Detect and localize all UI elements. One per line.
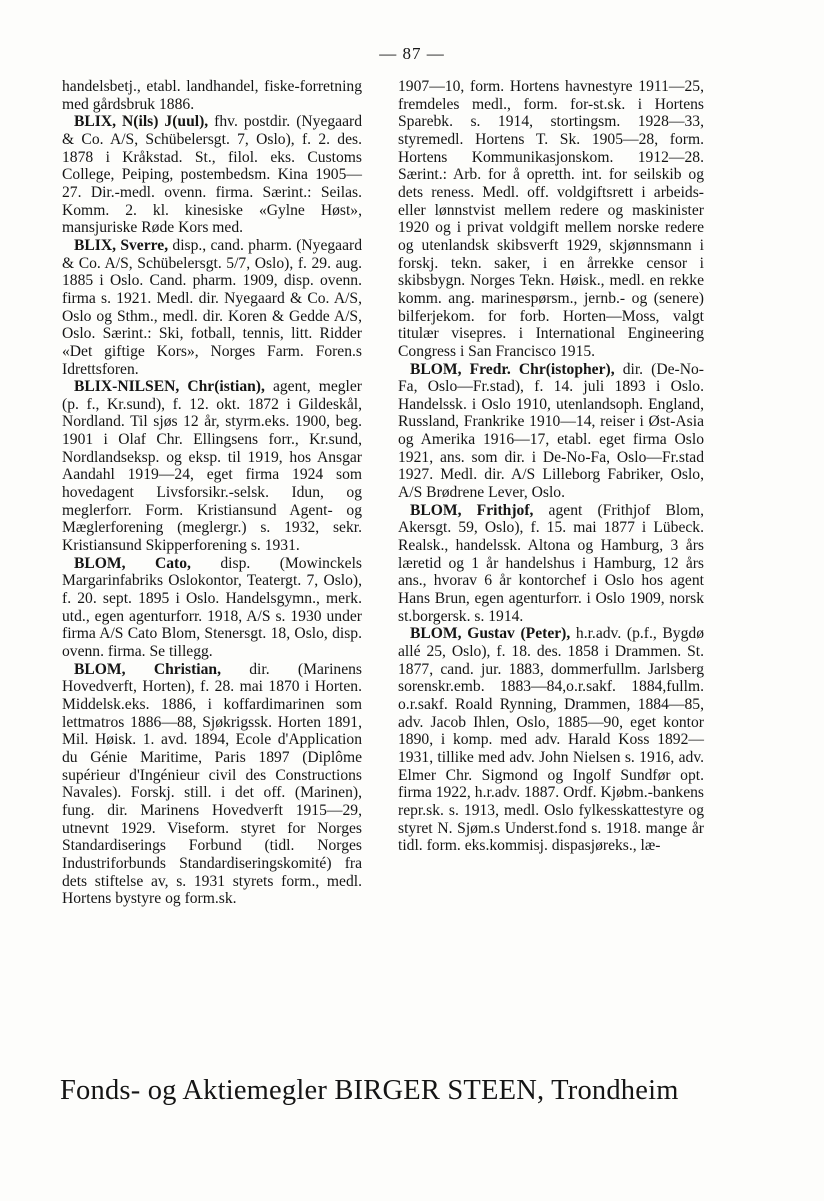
entry-text: handelsbetj., etabl. landhandel, fiske-forretning med gårdsbruk 1886. (62, 78, 362, 113)
entry-text: agent (Frithjof Blom, Akersgt. 59, Oslo), f. 15. mai 1877 i Lübeck. Realsk., handelssk. Altona og Hamburg, 3 års læretid og 1 år handelshus i Hamburg, 12 års ans., hvorav 6 år kontorchef i Oslo hos agent Hans Brun, egen agenturforr. i Oslo 1909, norsk st.borgersk. s. 1914. (398, 501, 705, 625)
entry-continuation (398, 78, 704, 361)
entry-blom-gustav (398, 625, 704, 855)
entry-blom-christian (62, 661, 362, 908)
entry-heading: BLOM, Gustav (Peter), (410, 625, 571, 643)
entry-text: dir. (De-No-Fa, Oslo—Fr.stad), f. 14. juli 1893 i Oslo. Handelssk. i Oslo 1910, utenlandsoph. England, Russland, Frankrike 1910—14, reiser i Øst-Asia og Amerika 1916—17, etabl. eget firma Oslo 1921, ans. som dir. i De-No-Fa, Oslo—Fr.stad 1927. Medl. dir. A/S Lilleborg Fabriker, Oslo, A/S Brødrene Lever, Oslo. (398, 360, 704, 502)
right-column (398, 78, 704, 855)
entry-text: agent, megler (p. f., Kr.sund), f. 12. okt. 1872 i Gildeskål, Nordland. Til sjøs 12 år, styrm.eks. 1900, beg. 1901 i Olaf Chr. Ellingsens forr., Kr.sund, Nordlandseksp. og eksp. til 1919, hos Ansgar Aandahl 1919—24, eget firma 1924 som hovedagent Livsforsikr.-selsk. Idun, og meglerforr. Form. Kristiansund Agent- og Mæglerforening (meglergr.) s. 1932, sekr. Kristiansund Skipperforening s. 1931. (62, 378, 362, 555)
entry-blix-nilsen (62, 378, 362, 555)
entry-text: 1907—10, form. Hortens havnestyre 1911—25, fremdeles medl., form. for-st.sk. i Hortens Sparebk. s. 1914, stortingsm. 1928—33, styremedl. Hortens T. Sk. 1905—28, form. Hortens Kommunikasjonskom. 1912—28. Særint.: Arb. for å opretth. int. for seilskib og dets reness. Medl. off. voldgiftsrett i arbeids- eller lønnstvist mellem redere og maskinister 1920 og i privat voldgift mellem norske redere og utenlandsk skibsverft 1929, skjønnsmann i forskj. tekn. saker, i en årrekke censor i skibsbygn. Norges Tekn. Høisk., medl. en rekke komm. ang. marinespørsm., jernb.- og (senere) bilferjekom. for forb. Horten—Moss, valgt titulær visepres. i International Engineering Congress i San Francisco 1915. (398, 78, 704, 360)
left-column (62, 78, 362, 908)
entry-heading: BLOM, Christian, (74, 660, 221, 678)
entry-heading: BLOM, Frithjof, (410, 501, 534, 519)
entry-text: disp., cand. pharm. (Nyegaard & Co. A/S, Schübelersgt. 5/7, Oslo), f. 29. aug. 1885 i Oslo. Cand. pharm. 1909, disp. ovenn. firma s. 1921. Medl. dir. Nyegaard & Co. A/S, Oslo og Sthm., medl. dir. Koren & Gedde A/S, Oslo. Særint.: Ski, fotball, tennis, litt. Ridder «Det giftige Kors», Norges Farm. Foren.s Idrettsforen. (62, 236, 362, 378)
entry-text: fhv. postdir. (Nyegaard & Co. A/S, Schübelersgt. 7, Oslo), f. 2. des. 1878 i Kråkstad. St., filol. eks. Customs College, Peiping, postembedsm. Kina 1905—27. Dir.-medl. ovenn. firma. Særint.: Seilas. Komm. 2. kl. kinesiske «Gylne Høst», mansjuriske Røde Kors med. (62, 113, 362, 237)
entry-heading: BLOM, Fredr. Chr(istopher), (410, 360, 615, 378)
entry-heading: BLIX, Sverre, (74, 236, 169, 254)
page-number: — 87 — (379, 44, 445, 63)
entry-text: dir. (Marinens Hovedverft, Horten), f. 28. mai 1870 i Horten. Middelsk.eks. 1886, i koffardimarinen som lettmatros 1886—88, Sjøkrigssk. Horten 1891, Mil. Høisk. 1. avd. 1894, Ecole d'Application du Génie Maritime, Paris 1897 (Diplôme supérieur d'Ingénieur civil des Constructions Navales). Forskj. still. i det off. (Marinen), fung. dir. Marinens Hovedverft 1915—29, utnevnt 1929. Viseform. styret for Norges Standardiserings Forbund (tidl. Norges Industriforbunds Standardiseringskomité) fra dets stiftelse av, s. 1931 styrets form., medl. Hortens bystyre og form.sk. (62, 660, 362, 908)
entry-blix-sverre (62, 237, 362, 378)
entry-heading: BLIX-NILSEN, Chr(istian), (74, 378, 265, 396)
entry-text: disp. (Mowinckels Margarinfabriks Oslokontor, Teatergt. 7, Oslo), f. 20. sept. 1895 i Oslo. Handelsgymn., merk. utd., egen agenturforr. 1918, A/S s. 1930 under firma A/S Cato Blom, Stenersgt. 18, Oslo, disp. ovenn. firma. Se tillegg. (62, 554, 362, 660)
entry-blom-cato (62, 555, 362, 661)
entry-heading: BLIX, N(ils) J(uul), (74, 113, 209, 131)
advertisement-banner: Fonds- og Aktiemegler BIRGER STEEN, Trondheim (60, 1075, 679, 1106)
entry-blom-fredr (398, 361, 704, 502)
entry-continuation (62, 78, 362, 113)
entry-heading: BLOM, Cato, (74, 554, 191, 572)
entry-blom-frithjof (398, 502, 704, 626)
entry-blix-nils (62, 113, 362, 237)
entry-text: h.r.adv. (p.f., Bygdø allé 25, Oslo), f. 18. des. 1858 i Drammen. St. 1877, cand. jur. 1883, dommerfullm. Jarlsberg sorenskr.emb. 1883—84,o.r.sakf. 1884,fullm. o.r.sakf. Roald Rynning, Drammen, 1884—85, adv. Jacob Ihlen, Oslo, 1885—90, eget kontor 1890, i komp. med adv. Harald Koss 1892—1931, tillike med adv. John Nielsen s. 1916, adv. Elmer Chr. Sigmond og Ingolf Sundfør opt. firma 1922, h.r.adv. 1887. Ordf. Kjøbm.-bankens repr.sk. s. 1913, medl. Oslo fylkesskattestyre og styret N. Sjøm.s Underst.fond s. 1918. mange år tidl. form. eks.kommisj. dispasjøreks., læ- (398, 625, 704, 855)
